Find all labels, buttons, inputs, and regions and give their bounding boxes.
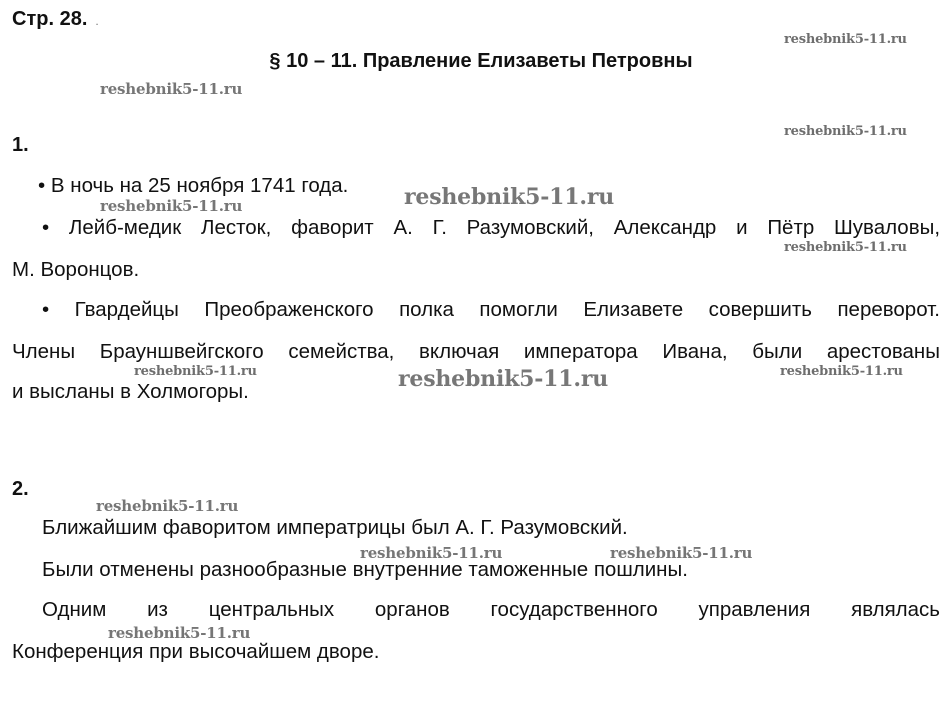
watermark: reshebnik5-11.ru bbox=[100, 197, 243, 215]
word: фаворит bbox=[291, 216, 374, 239]
word: Елизавете bbox=[583, 298, 684, 321]
word: Шуваловы, bbox=[834, 216, 941, 239]
word: органов bbox=[374, 598, 450, 621]
section-1-bullet-2-line-1 bbox=[42, 216, 940, 240]
watermark: reshebnik5-11.ru bbox=[398, 366, 609, 392]
word: были bbox=[752, 340, 803, 363]
watermark: reshebnik5-11.ru bbox=[100, 80, 243, 98]
word: Г. bbox=[432, 216, 447, 239]
word: семейства, bbox=[288, 340, 395, 363]
section-1-bullet-2-line-2: М. Воронцов. bbox=[12, 258, 140, 281]
word: императора bbox=[523, 340, 638, 363]
word: Брауншвейгского bbox=[99, 340, 264, 363]
word: Ивана, bbox=[662, 340, 728, 363]
word: полка bbox=[399, 298, 454, 321]
word: Пётр bbox=[767, 216, 815, 239]
word: центральных bbox=[208, 598, 335, 621]
watermark: reshebnik5-11.ru bbox=[360, 544, 503, 562]
watermark: reshebnik5-11.ru bbox=[784, 124, 907, 139]
word: Лесток, bbox=[201, 216, 272, 239]
section-2-paragraph-1: Ближайшим фаворитом императрицы был А. Г. Разумовский. bbox=[42, 516, 628, 539]
word: арестованы bbox=[826, 340, 940, 363]
section-1-bullet-3-line-3: и высланы в Холмогоры. bbox=[12, 380, 249, 403]
section-1-number: 1. bbox=[12, 134, 29, 156]
section-1-bullet-1: • В ночь на 25 ноября 1741 года. bbox=[38, 174, 349, 197]
word: являлась bbox=[851, 598, 940, 621]
section-2-number: 2. bbox=[12, 478, 29, 500]
watermark: reshebnik5-11.ru bbox=[96, 497, 239, 515]
word: и bbox=[736, 216, 748, 239]
page-number-text: Стр. 28. bbox=[12, 8, 88, 30]
watermark: reshebnik5-11.ru bbox=[610, 544, 753, 562]
section-2-paragraph-3-line-1 bbox=[42, 598, 940, 622]
word: из bbox=[147, 598, 168, 621]
section-1-bullet-3-line-1 bbox=[42, 298, 940, 322]
section-1-bullet-3-line-2 bbox=[12, 340, 940, 364]
word: Разумовский, bbox=[466, 216, 594, 239]
word: Одним bbox=[42, 598, 107, 621]
page-title: § 10 – 11. Правление Елизаветы Петровны bbox=[269, 50, 693, 72]
word: совершить bbox=[708, 298, 812, 321]
word: А. bbox=[393, 216, 413, 239]
word: государственного bbox=[490, 598, 658, 621]
word: Александр bbox=[613, 216, 717, 239]
word: включая bbox=[419, 340, 500, 363]
watermark: reshebnik5-11.ru bbox=[784, 32, 907, 47]
word: управления bbox=[698, 598, 811, 621]
word: Члены bbox=[12, 340, 76, 363]
section-2-paragraph-2: Были отменены разнообразные внутренние таможенные пошлины. bbox=[42, 558, 688, 581]
page-number-label bbox=[12, 8, 99, 31]
watermark: reshebnik5-11.ru bbox=[404, 184, 615, 210]
watermark: reshebnik5-11.ru bbox=[780, 364, 903, 379]
word: Преображенского bbox=[204, 298, 374, 321]
word: переворот. bbox=[837, 298, 940, 321]
watermark: reshebnik5-11.ru bbox=[108, 624, 251, 642]
word: • Гвардейцы bbox=[42, 298, 179, 321]
section-2-paragraph-3-line-2: Конференция при высочайшем дворе. bbox=[12, 640, 380, 663]
word: • Лейб-медик bbox=[42, 216, 182, 239]
word: помогли bbox=[479, 298, 558, 321]
page-tick-mark: . bbox=[95, 14, 99, 28]
watermark: reshebnik5-11.ru bbox=[784, 240, 907, 255]
watermark: reshebnik5-11.ru bbox=[134, 364, 257, 379]
